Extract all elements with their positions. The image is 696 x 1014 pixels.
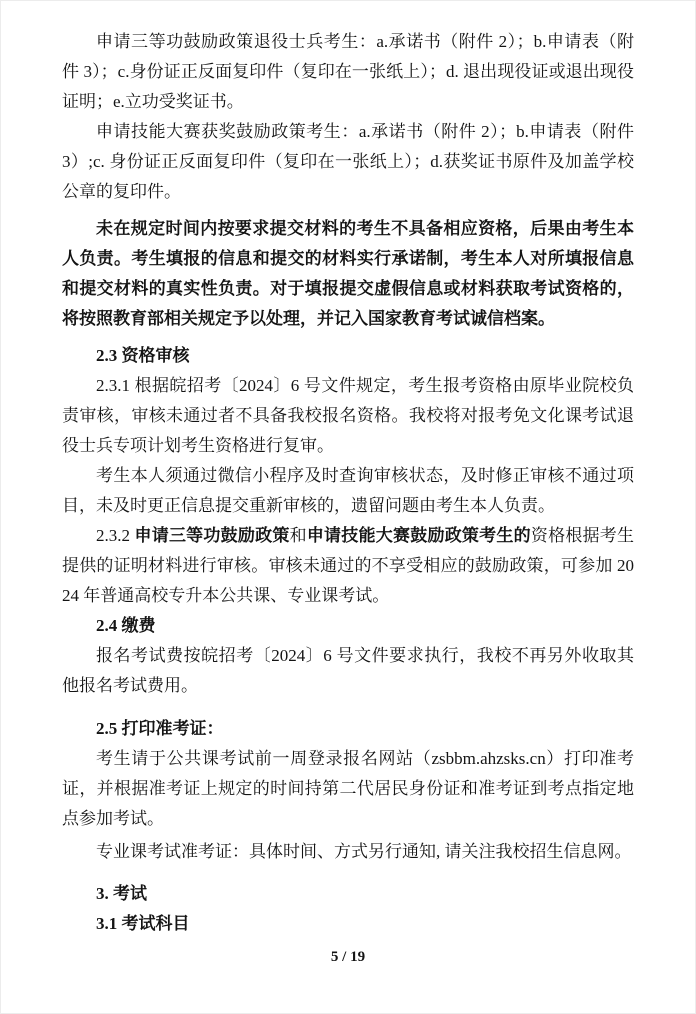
text-run: 3. 考试 xyxy=(96,884,147,903)
document-body xyxy=(62,27,634,939)
text-run: 2.3.1 根据皖招考〔2024〕6 号文件规定，考生报考资格由原毕业院校负责审核，审核未通过者不具备我校报名资格。我校将对报考免文化课考试退役士兵专项计划考生资格进行复审。 xyxy=(62,376,634,455)
text-run: 报名考试费按皖招考〔2024〕6 号文件要求执行，我校不再另外收取其他报名考试费用。 xyxy=(62,646,634,695)
text-run: 2.3 资格审核 xyxy=(96,346,190,365)
para-2-3-1-review xyxy=(62,371,634,461)
heading-2-4-jiaofei xyxy=(62,611,634,641)
heading-2-3-zige-shenhe xyxy=(62,341,634,371)
para-print-ticket-website xyxy=(62,744,634,834)
heading-3-kaoshi xyxy=(62,879,634,909)
heading-2-5-print-ticket xyxy=(62,714,634,744)
para-sandenggong-materials xyxy=(62,27,634,117)
text-run: 2.3.2 xyxy=(96,526,135,545)
text-run: 申请技能大赛鼓励政策考生的 xyxy=(306,526,531,545)
text-run: 2.5 打印准考证： xyxy=(96,719,224,738)
text-run: 未在规定时间内按要求提交材料的考生不具备相应资格，后果由考生本人负责。考生填报的信息和提交的材料实行承诺制，考生本人对所填报信息和提交材料的真实性负责。对于填报提交虚假信息或材料获取考试资格的，将按照教育部相关规定予以处理，并记入国家教育考试诚信档案。 xyxy=(62,219,634,328)
para-wechat-status-check xyxy=(62,461,634,521)
text-run: 考生请于公共课考试前一周登录报名网站（zsbbm.ahzsks.cn）打印准考证，并根据准考证上规定的时间持第二代居民身份证和准考证到考点指定地点参加考试。 xyxy=(62,749,634,828)
text-run: 2.4 缴费 xyxy=(96,616,156,635)
text-run: 申请三等功鼓励政策 xyxy=(134,526,290,545)
text-run: 和 xyxy=(289,526,307,545)
para-jineng-dasai-materials xyxy=(62,117,634,207)
text-run: 考生本人须通过微信小程序及时查询审核状态，及时修正审核不通过项目，未及时更正信息提交重新审核的，遗留问题由考生本人负责。 xyxy=(62,466,634,515)
text-run: 申请技能大赛获奖鼓励政策考生：a.承诺书（附件 2）；b.申请表（附件 3）;c. 身份证正反面复印件（复印在一张纸上）；d.获奖证书原件及加盖学校公章的复印件。 xyxy=(62,122,634,201)
para-warning-responsibility xyxy=(62,214,634,334)
page-number: 5 / 19 xyxy=(330,949,366,965)
text-run: 3.1 考试科目 xyxy=(96,914,190,933)
para-major-course-ticket xyxy=(62,837,634,867)
para-exam-fee xyxy=(62,641,634,701)
heading-3-1-kaoshi-kemu xyxy=(62,909,634,939)
para-2-3-2-incentive-review xyxy=(62,521,634,611)
text-run: 专业课考试准考证：具体时间、方式另行通知, 请关注我校招生信息网。 xyxy=(96,842,632,861)
text-run: 资格根据考生提供的证明材料进行审核。审核未通过的不享受相应的鼓励政策，可参加 2024 年普通高校专升本公共课、专业课考试。 xyxy=(62,526,635,605)
text-run: 申请三等功鼓励政策退役士兵考生：a.承诺书（附件 2）；b.申请表（附件 3）；c.身份证正反面复印件（复印在一张纸上）；d. 退出现役证或退出现役证明；e.立功受奖证书。 xyxy=(62,32,634,111)
